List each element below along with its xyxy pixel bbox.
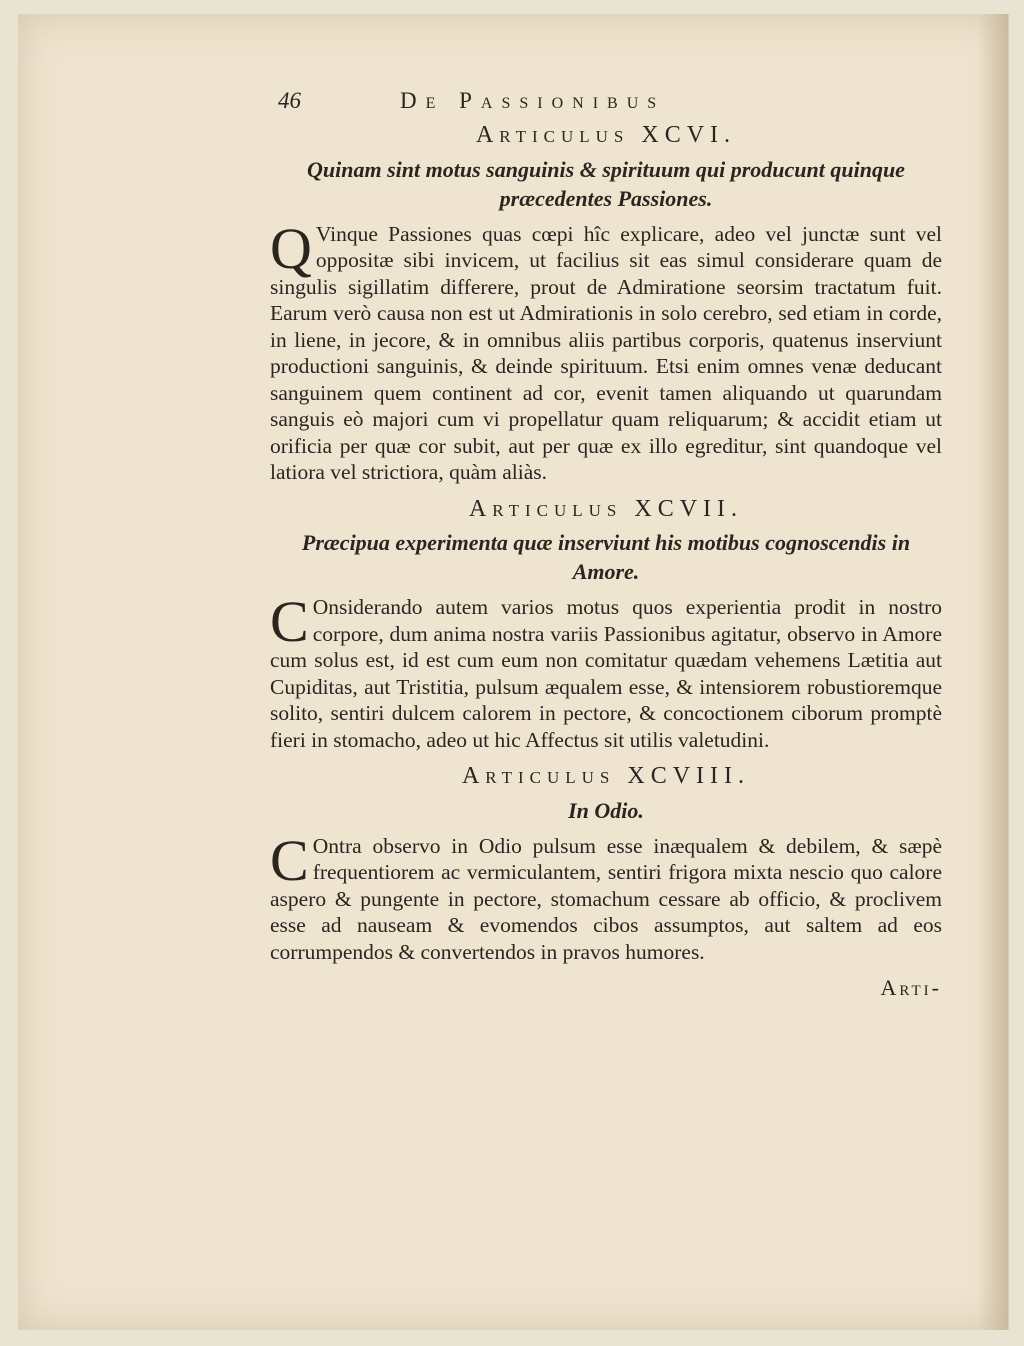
article-body <box>270 827 942 966</box>
article-subtitle: Quinam sint motus sanguinis & spirituum qui producunt quinque præcedentes Passiones. <box>307 156 905 211</box>
article-97 <box>270 496 942 754</box>
article-heading: Articulus XCVI. <box>475 122 737 148</box>
drop-cap: C <box>270 589 309 654</box>
article-subtitle: Præcipua experimenta quæ inserviunt his motibus cognoscendis in Amore. <box>301 530 911 584</box>
article-subtitle: In Odio. <box>568 797 644 823</box>
article-96 <box>270 122 942 486</box>
catchword: Arti- <box>880 975 942 1000</box>
running-head <box>270 74 942 114</box>
article-heading: Articulus XCVII. <box>468 495 744 522</box>
article-text: Vinque Passiones quas cœpi hîc explicare, adeo vel junctæ sunt vel oppositæ sibi invicem, ut facilius sit eas simul considerare quam de singulis sigillatim differere, prout de Admiratione seorsim tractatum fuit. Earum verò causa non est ut Admirationis in solo cerebro, sed etiam in corde, in liene, in jecore, & in omnibus aliis partibus corporis, quatenus inserviunt productioni sanguinis, & deinde spirituum. Etsi enim omnes venæ deducant sanguinem quem continent ad cor, evenit tamen aliquando ut quarundam sanguis eò majori cum vi propellatur quam reliquarum; & accidit etiam ut orificia per quæ cor subit, aut per quæ ex illo egreditur, sint quandoque vel latiora vel strictiora, quàm aliàs. <box>270 221 942 484</box>
page-content <box>270 74 942 1002</box>
article-body <box>270 589 942 753</box>
article-text: Ontra observo in Odio pulsum esse inæqualem & debilem, & sæpè frequentiorem ac vermiculantem, sentiri frigora mixta nescio quo calore aspero & pungente in pectore, stomachum cessare ab officio, & proclivem esse ad nauseam & evomendos cibos assumptos, aut saltem ad eos corrumpendos & convertendos in pravos humores. <box>270 833 942 964</box>
drop-cap: Q <box>270 215 312 281</box>
drop-cap: C <box>270 827 309 893</box>
page-spine-shadow <box>978 14 1008 1330</box>
article-98 <box>270 763 942 965</box>
article-heading: Articulus XCVIII. <box>461 763 751 789</box>
page-number: 46 <box>278 88 301 113</box>
running-title: De Passionibus <box>400 88 666 113</box>
article-text: Onsiderando autem varios motus quos experientia prodit in nostro corpore, dum anima nostra variis Passionibus agitatur, observo in Amore cum solus est, id est cum eum non comitatur quædam vehemens Lætitia aut Cupiditas, aut Tristitia, pulsum æqualem esse, & intensiorem robustioremque solito, sentiri dulcem calorem in pectore, & concoctionem ciborum promptè fieri in stomacho, adeo ut hic Affectus sit utilis valetudini. <box>270 595 942 752</box>
article-body <box>270 215 942 486</box>
book-page <box>18 14 1009 1330</box>
